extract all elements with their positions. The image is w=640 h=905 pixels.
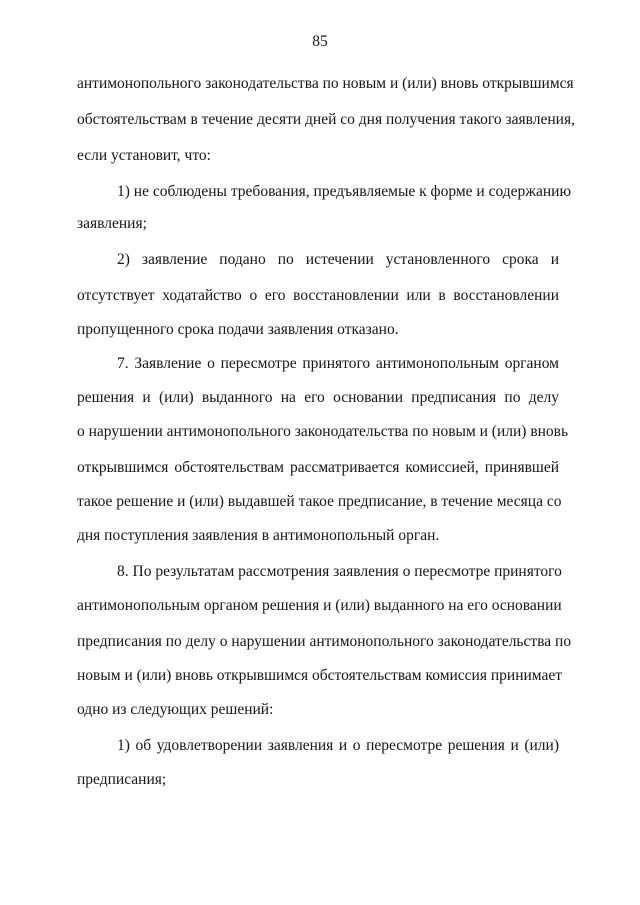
text-line: антимонопольного законодательства по новым и (или) вновь открывшимся — [77, 75, 574, 92]
text-line: одно из следующих решений: — [77, 701, 274, 718]
text-line: 8. По результатам рассмотрения заявления о пересмотре принятого — [117, 563, 562, 580]
text-line: решения и (или) выданного на его основании предписания по делу — [77, 389, 559, 406]
text-line: дня поступления заявления в антимонопольный орган. — [77, 527, 440, 544]
text-line: предписания по делу о нарушении антимонопольного законодательства по — [77, 633, 572, 650]
text-line: предписания; — [77, 771, 167, 788]
text-line: новым и (или) вновь открывшимся обстоятельствам комиссия принимает — [77, 667, 563, 684]
text-line: пропущенного срока подачи заявления отказано. — [77, 321, 399, 338]
text-line: 1) не соблюдены требования, предъявляемые к форме и содержанию — [117, 183, 572, 200]
text-line: открывшимся обстоятельствам рассматривается комиссией, принявшей — [77, 459, 559, 476]
text-line: антимонопольным органом решения и (или) выданного на его основании — [77, 597, 562, 614]
text-line: 2) заявление подано по истечении установленного срока и — [117, 251, 559, 268]
text-line: о нарушении антимонопольного законодательства по новым и (или) вновь — [77, 423, 569, 440]
text-line: 7. Заявление о пересмотре принятого антимонопольным органом — [117, 355, 559, 372]
page-number: 85 — [312, 33, 328, 50]
text-line: заявления; — [77, 215, 147, 232]
text-line: 1) об удовлетворении заявления и о пересмотре решения и (или) — [117, 737, 559, 754]
text-line: обстоятельствам в течение десяти дней со дня получения такого заявления, — [77, 111, 575, 128]
text-line: отсутствует ходатайство о его восстановлении или в восстановлении — [77, 287, 559, 304]
text-line: если установит, что: — [77, 147, 211, 164]
text-line: такое решение и (или) выдавшей такое предписание, в течение месяца со — [77, 493, 562, 510]
